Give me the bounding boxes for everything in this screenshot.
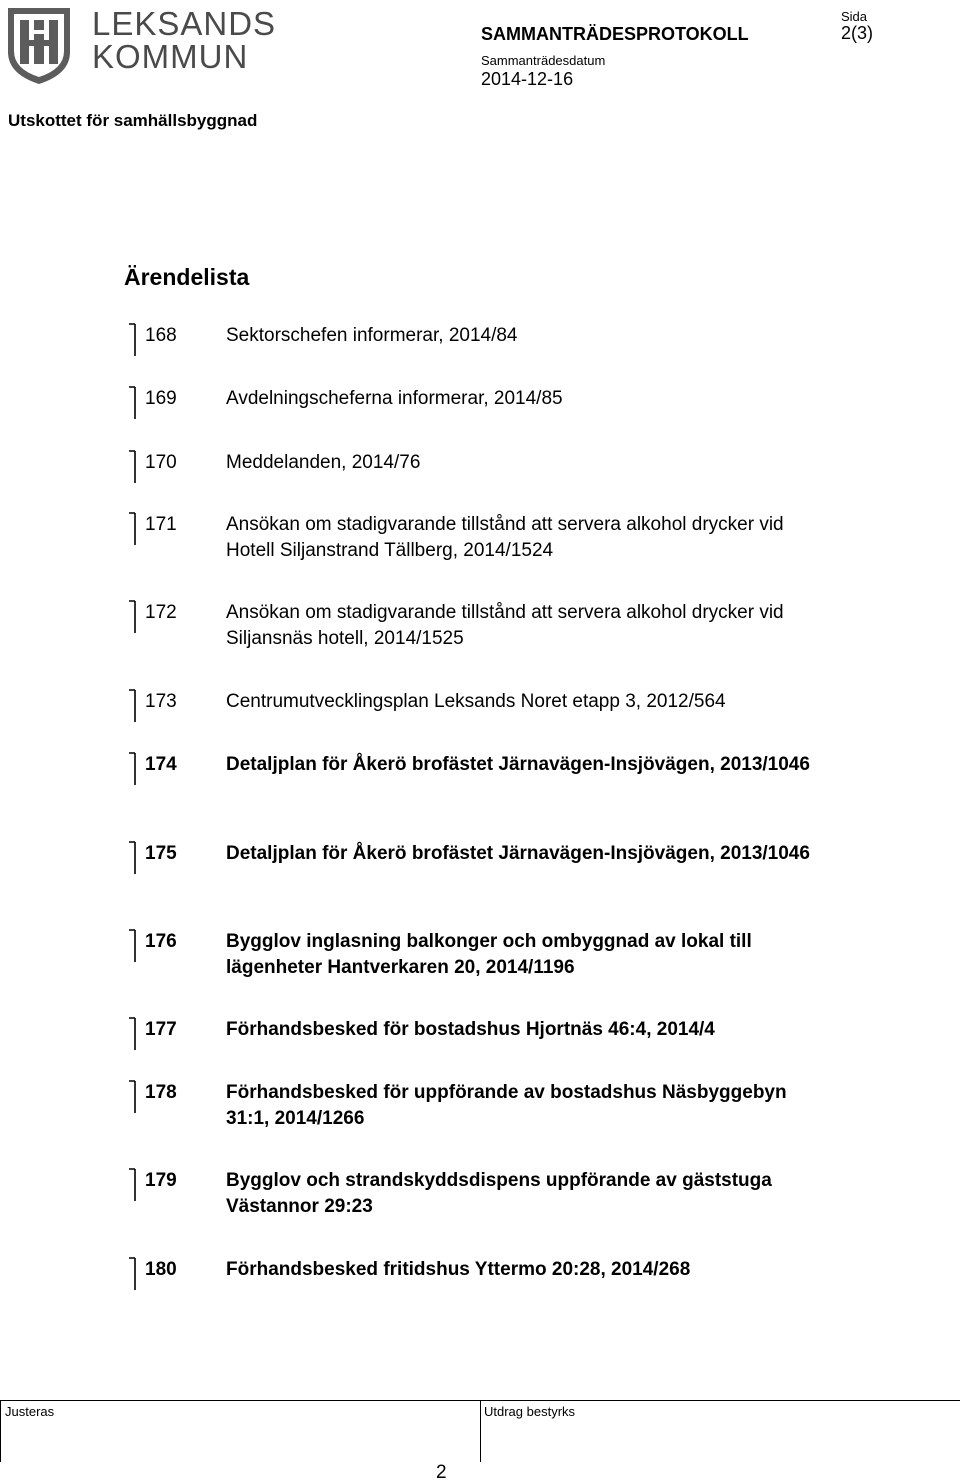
item-number: 172 bbox=[145, 602, 177, 623]
item-number: 175 bbox=[145, 843, 177, 864]
item-number: 177 bbox=[145, 1019, 177, 1040]
meeting-date-value: 2014-12-16 bbox=[481, 69, 574, 89]
item-title: Detaljplan för Åkerö brofästet Järnavägen-Insjövägen, 2013/1046 bbox=[226, 754, 810, 775]
section-bracket-icon bbox=[124, 600, 136, 634]
municipality-crest-icon bbox=[4, 4, 74, 86]
item-title: Bygglov och strandskyddsdispens uppförande av gäststuga Västannor 29:23 bbox=[226, 1170, 772, 1217]
section-bracket-icon bbox=[124, 512, 136, 546]
item-number: 169 bbox=[145, 388, 177, 409]
section-bracket-icon bbox=[124, 1168, 136, 1202]
item-title: Centrumutvecklingsplan Leksands Noret etapp 3, 2012/564 bbox=[226, 691, 726, 712]
item-title: Förhandsbesked för uppförande av bostadshus Näsbyggebyn 31:1, 2014/1266 bbox=[226, 1082, 787, 1129]
section-bracket-icon bbox=[124, 323, 136, 357]
section-bracket-icon bbox=[124, 1017, 136, 1051]
item-title: Avdelningscheferna informerar, 2014/85 bbox=[226, 388, 563, 409]
meeting-date-label: Sammanträdesdatum bbox=[481, 53, 606, 68]
logo-wordmark-line2: KOMMUN bbox=[92, 38, 249, 75]
agenda-list bbox=[124, 0, 924, 1484]
item-number: 174 bbox=[145, 754, 177, 775]
item-title: Bygglov inglasning balkonger och ombyggnad av lokal till lägenheter Hantverkaren 20, 2014/1196 bbox=[226, 931, 752, 978]
item-number: 171 bbox=[145, 514, 177, 535]
footer-divider-vertical bbox=[480, 1400, 481, 1462]
page-number: 2(3) bbox=[841, 23, 874, 43]
section-bracket-icon bbox=[124, 929, 136, 963]
page-title: Ärendelista bbox=[124, 264, 250, 290]
item-number: 168 bbox=[145, 325, 177, 346]
committee-name: Utskottet för samhällsbyggnad bbox=[8, 111, 258, 130]
item-number: 180 bbox=[145, 1259, 177, 1280]
document-type: SAMMANTRÄDESPROTOKOLL bbox=[481, 24, 749, 44]
section-bracket-icon bbox=[124, 752, 136, 786]
section-bracket-icon bbox=[124, 689, 136, 723]
logo-wordmark-line1: LEKSANDS bbox=[92, 5, 277, 42]
item-number: 176 bbox=[145, 931, 177, 952]
item-title: Meddelanden, 2014/76 bbox=[226, 452, 421, 473]
item-number: 178 bbox=[145, 1082, 177, 1103]
utdrag-bestyrks-label: Utdrag bestyrks bbox=[484, 1404, 576, 1419]
item-number: 173 bbox=[145, 691, 177, 712]
item-title: Detaljplan för Åkerö brofästet Järnavägen-Insjövägen, 2013/1046 bbox=[226, 843, 810, 864]
item-title: Förhandsbesked för bostadshus Hjortnäs 46:4, 2014/4 bbox=[226, 1019, 715, 1040]
justeras-label: Justeras bbox=[5, 1404, 55, 1419]
section-bracket-icon bbox=[124, 386, 136, 420]
item-number: 179 bbox=[145, 1170, 177, 1191]
item-title: Ansökan om stadigvarande tillstånd att servera alkohol drycker vid Hotell Siljanstrand Tällberg, 2014/1524 bbox=[226, 514, 784, 561]
section-bracket-icon bbox=[124, 841, 136, 875]
item-number: 170 bbox=[145, 452, 177, 473]
item-title: Förhandsbesked fritidshus Yttermo 20:28, 2014/268 bbox=[226, 1259, 691, 1280]
section-bracket-icon bbox=[124, 1257, 136, 1291]
item-title: Sektorschefen informerar, 2014/84 bbox=[226, 325, 518, 346]
page-label: Sida bbox=[841, 9, 868, 24]
footer-divider-vertical bbox=[0, 1400, 1, 1462]
section-bracket-icon bbox=[124, 1080, 136, 1114]
item-title: Ansökan om stadigvarande tillstånd att servera alkohol drycker vid Siljansnäs hotell, 2014/1525 bbox=[226, 602, 784, 649]
footer-page-number: 2 bbox=[436, 1462, 447, 1483]
section-bracket-icon bbox=[124, 450, 136, 484]
